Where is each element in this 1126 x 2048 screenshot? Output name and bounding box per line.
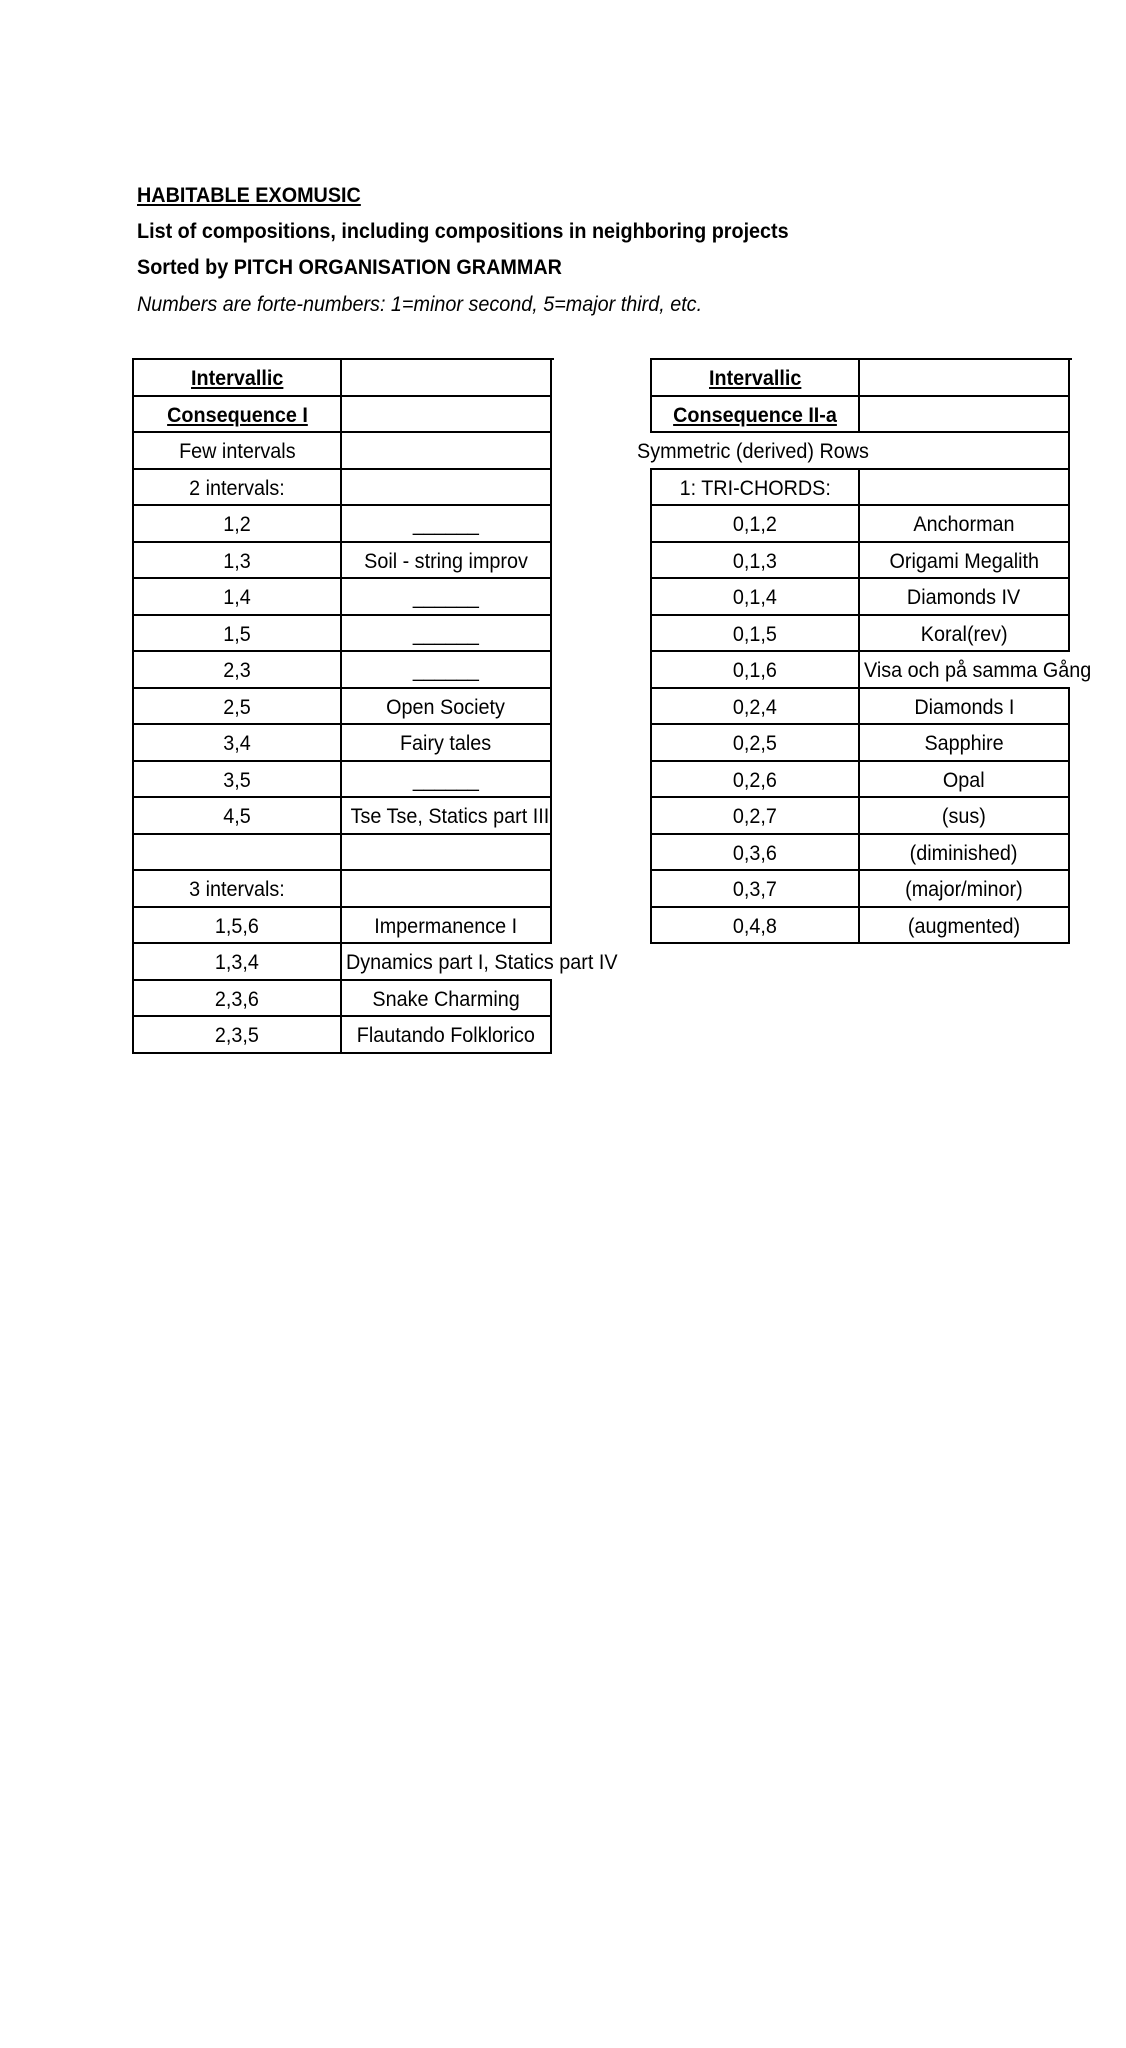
section-label: Symmetric (derived) Rows bbox=[637, 439, 869, 463]
table-cell: 0,1,6 bbox=[650, 652, 860, 689]
table-cell: Koral(rev) bbox=[860, 616, 1070, 653]
table-cell: 0,2,4 bbox=[650, 689, 860, 726]
table-cell bbox=[342, 835, 552, 872]
table-cell: 1,4 bbox=[132, 579, 342, 616]
table-cell: 1,2 bbox=[132, 506, 342, 543]
table-cell: 3 intervals: bbox=[132, 871, 342, 908]
table-cell bbox=[860, 470, 1070, 507]
document-title: HABITABLE EXOMUSIC bbox=[137, 183, 361, 207]
table-cell: (diminished) bbox=[860, 835, 1070, 872]
table-cell: Opal bbox=[860, 762, 1070, 799]
table-cell bbox=[342, 360, 552, 397]
table-cell-overflow: Visa och på samma Gång bbox=[864, 658, 1092, 682]
table-cell: 0,2,5 bbox=[650, 725, 860, 762]
table-row bbox=[132, 543, 554, 580]
table-row bbox=[650, 543, 1072, 580]
table-cell: 2,3,5 bbox=[132, 1017, 342, 1054]
table-cell: (augmented) bbox=[860, 908, 1070, 945]
document-subtitle: List of compositions, including compositions in neighboring projects bbox=[137, 219, 789, 243]
table-row bbox=[132, 1017, 554, 1054]
table-row bbox=[650, 798, 1072, 835]
table-cell bbox=[860, 433, 1070, 470]
table-row bbox=[132, 689, 554, 726]
table-row bbox=[132, 944, 618, 981]
table-cell: (sus) bbox=[860, 798, 1070, 835]
table-row bbox=[132, 908, 554, 945]
table-row bbox=[650, 871, 1072, 908]
table-row bbox=[650, 360, 1072, 397]
table-row bbox=[132, 652, 554, 689]
subsection-label: 1: TRI-CHORDS: bbox=[650, 470, 860, 507]
table-cell: Origami Megalith bbox=[860, 543, 1070, 580]
table-row bbox=[650, 835, 1072, 872]
table-cell: 0,3,7 bbox=[650, 871, 860, 908]
table-cell: Impermanence I bbox=[342, 908, 552, 945]
table-row bbox=[650, 689, 1072, 726]
table-row bbox=[132, 725, 554, 762]
table-cell bbox=[860, 397, 1070, 434]
table-row bbox=[132, 798, 554, 835]
table-cell: Sapphire bbox=[860, 725, 1070, 762]
table-row bbox=[132, 981, 554, 1018]
table-cell: 3,4 bbox=[132, 725, 342, 762]
table-row bbox=[132, 433, 554, 470]
right-table bbox=[637, 358, 1092, 944]
table-row bbox=[650, 579, 1072, 616]
table-row bbox=[650, 616, 1072, 653]
table-row bbox=[650, 762, 1072, 799]
table-cell: Diamonds I bbox=[860, 689, 1070, 726]
table-cell bbox=[132, 835, 342, 872]
table-cell: 1,3 bbox=[132, 543, 342, 580]
table-cell: Anchorman bbox=[860, 506, 1070, 543]
table-cell: Tse Tse, Statics part III bbox=[342, 798, 552, 835]
table-row bbox=[650, 725, 1072, 762]
table-cell: Fairy tales bbox=[342, 725, 552, 762]
table-heading: Consequence II-a bbox=[650, 397, 860, 434]
table-row bbox=[650, 908, 1072, 945]
table-row bbox=[650, 652, 1092, 689]
table-cell: 0,4,8 bbox=[650, 908, 860, 945]
table-cell: 4,5 bbox=[132, 798, 342, 835]
table-cell: 0,1,3 bbox=[650, 543, 860, 580]
table-row bbox=[132, 579, 554, 616]
table-cell: 2,3,6 bbox=[132, 981, 342, 1018]
table-row bbox=[132, 762, 554, 799]
table-cell: Few intervals bbox=[132, 433, 342, 470]
table-row bbox=[650, 397, 1072, 434]
table-cell: ______ bbox=[342, 762, 552, 799]
table-cell: 1,3,4 bbox=[132, 944, 342, 981]
table-cell bbox=[342, 433, 552, 470]
table-cell: ______ bbox=[342, 579, 552, 616]
left-table bbox=[132, 358, 618, 1054]
table-heading: Intervallic bbox=[132, 360, 342, 397]
table-cell: 0,2,7 bbox=[650, 798, 860, 835]
table-row bbox=[132, 506, 554, 543]
table-cell: 0,1,5 bbox=[650, 616, 860, 653]
table-row bbox=[132, 397, 554, 434]
table-row bbox=[132, 360, 554, 397]
table-cell: 2,3 bbox=[132, 652, 342, 689]
table-row bbox=[132, 470, 554, 507]
table-cell: 0,2,6 bbox=[650, 762, 860, 799]
table-cell: Soil - string improv bbox=[342, 543, 552, 580]
table-heading: Consequence I bbox=[132, 397, 342, 434]
table-heading: Intervallic bbox=[650, 360, 860, 397]
table-cell: ______ bbox=[342, 616, 552, 653]
table-cell: 0,3,6 bbox=[650, 835, 860, 872]
table-cell bbox=[342, 871, 552, 908]
table-cell bbox=[342, 397, 552, 434]
table-cell: Open Society bbox=[342, 689, 552, 726]
table-row bbox=[132, 616, 554, 653]
table-row bbox=[132, 871, 554, 908]
table-cell bbox=[860, 360, 1070, 397]
table-cell: (major/minor) bbox=[860, 871, 1070, 908]
table-cell: 2,5 bbox=[132, 689, 342, 726]
table-row bbox=[650, 470, 1072, 507]
table-cell: 3,5 bbox=[132, 762, 342, 799]
table-cell: 1,5,6 bbox=[132, 908, 342, 945]
table-cell: ______ bbox=[342, 652, 552, 689]
table-cell: Snake Charming bbox=[342, 981, 552, 1018]
table-cell: 0,1,2 bbox=[650, 506, 860, 543]
table-cell: 0,1,4 bbox=[650, 579, 860, 616]
table-cell: 2 intervals: bbox=[132, 470, 342, 507]
table-row bbox=[650, 506, 1072, 543]
table-cell: Diamonds IV bbox=[860, 579, 1070, 616]
table-row bbox=[637, 433, 1072, 470]
table-row bbox=[132, 835, 554, 872]
sort-description: Sorted by PITCH ORGANISATION GRAMMAR bbox=[137, 255, 562, 279]
table-cell: Flautando Folklorico bbox=[342, 1017, 552, 1054]
forte-number-note: Numbers are forte-numbers: 1=minor second, 5=major third, etc. bbox=[137, 292, 703, 316]
table-cell bbox=[342, 470, 552, 507]
table-cell-overflow: Dynamics part I, Statics part IV bbox=[346, 950, 618, 974]
table-cell: 1,5 bbox=[132, 616, 342, 653]
table-cell: ______ bbox=[342, 506, 552, 543]
